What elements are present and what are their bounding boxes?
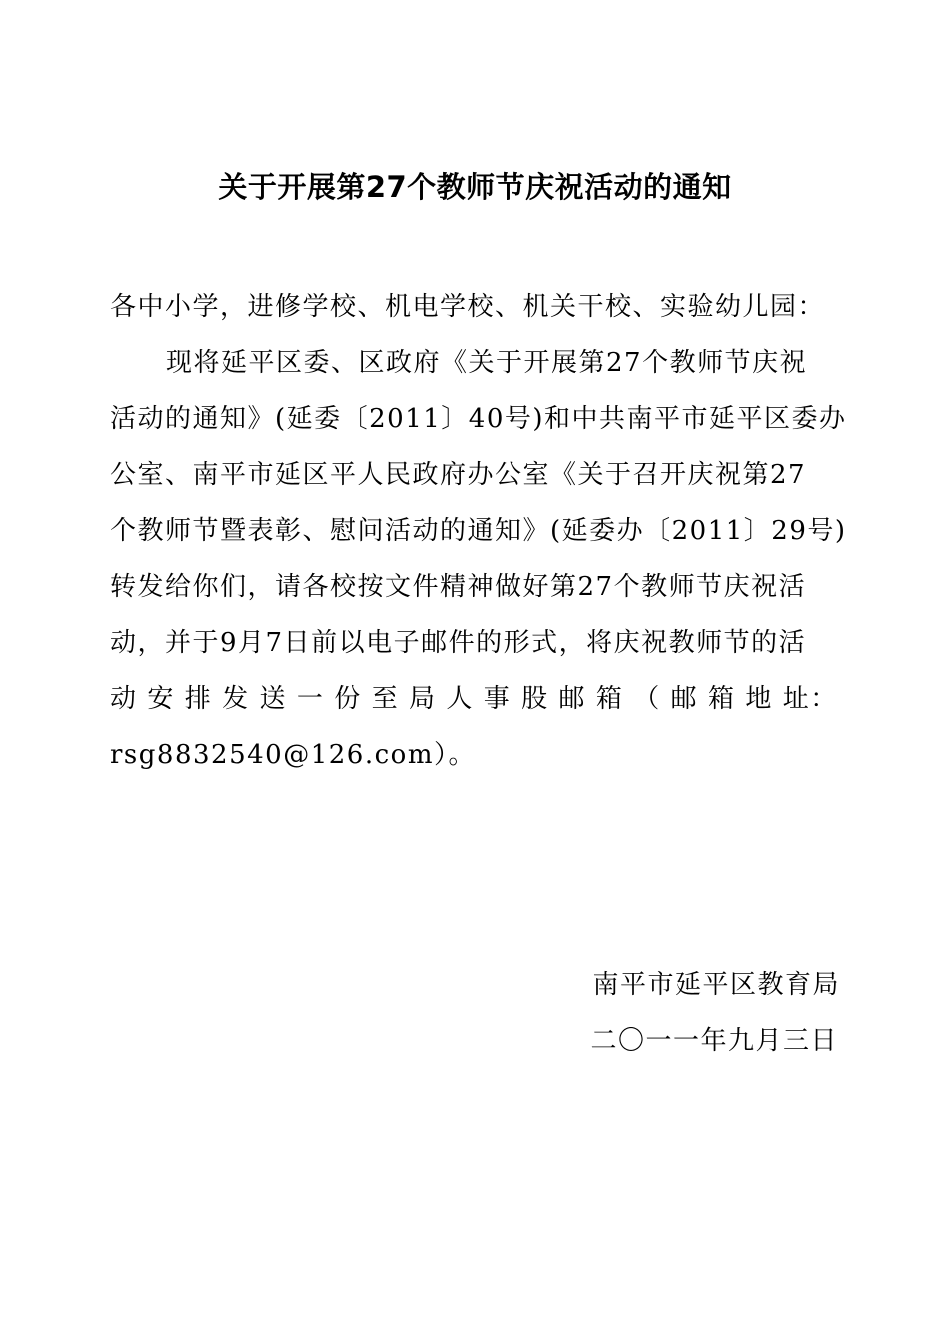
body-line-justified: [110, 671, 838, 727]
justified-char: 箱: [595, 684, 624, 714]
justified-char: （: [633, 684, 661, 714]
document-title: 关于开展第27个教师节庆祝活动的通知: [218, 170, 732, 204]
justified-char: 一: [296, 684, 325, 714]
justified-char: 份: [334, 684, 362, 714]
justified-char: 人: [446, 684, 474, 714]
justified-char: 事: [483, 684, 512, 714]
email-line: rsg8832540@126.com）。: [110, 740, 476, 770]
justified-char: 排: [184, 684, 213, 714]
signature-date: 二〇一一年九月三日: [590, 1026, 838, 1056]
justified-char: 发: [222, 684, 250, 714]
justified-char: 安: [147, 684, 175, 714]
body-line: 活动的通知》(延委〔2011〕40号)和中共南平市延平区委办: [110, 404, 847, 434]
justified-char: 邮: [558, 684, 587, 714]
justified-char: 局: [409, 684, 437, 714]
justified-char: 址：: [782, 684, 838, 714]
justified-char: 地: [745, 684, 773, 714]
justified-char: 动: [110, 684, 138, 714]
notice-body: [110, 335, 847, 783]
addressee-line: 各中小学，进修学校、机电学校、机关干校、实验幼儿园：: [110, 292, 826, 322]
body-line: 个教师节暨表彰、慰问活动的通知》(延委办〔2011〕29号): [110, 516, 847, 546]
justified-char: 至: [371, 684, 400, 714]
justified-char: 箱: [708, 684, 736, 714]
justified-char: 邮: [670, 684, 699, 714]
justified-char: 股: [521, 684, 549, 714]
body-line: 公室、南平市延区平人民政府办公室《关于召开庆祝第27: [110, 460, 807, 490]
body-line: 转发给你们，请各校按文件精神做好第27个教师节庆祝活: [110, 572, 807, 602]
justified-char: 送: [259, 684, 288, 714]
body-line: 现将延平区委、区政府《关于开展第27个教师节庆祝: [166, 348, 808, 378]
signature-organization: 南平市延平区教育局: [592, 970, 840, 1000]
body-line: 动，并于9月7日前以电子邮件的形式，将庆祝教师节的活: [110, 628, 807, 658]
